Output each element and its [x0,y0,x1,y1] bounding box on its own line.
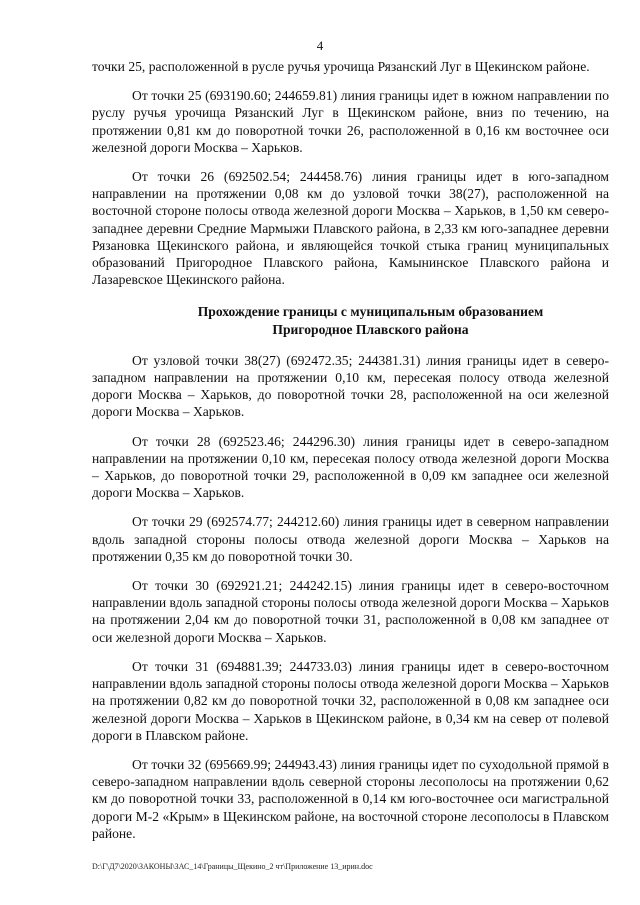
page-number: 4 [316,38,324,53]
paragraph-node-38: От узловой точки 38(27) (692472.35; 244381.31) линия границы идет в северо-западном направлении на протяжении 0,10 км, пересекая полосу отвода железной дороги Москва – Харьков, до поворотной точки 28, расположенной на оси железной дороги Москва – Харьков. [92,352,609,420]
paragraph-point-25: От точки 25 (693190.60; 244659.81) линия границы идет в южном направлении по руслу ручья урочища Рязанский Луг в Щекинском районе, вниз по течению, на протяжении 0,81 км до поворотной точки 26, расположенной в 0,16 км восточнее оси железной дороги Москва – Харьков. [92,88,609,155]
paragraph-point-28: От точки 28 (692523.46; 244296.30) линия границы идет в северо-западном направлении на протяжении 0,10 км, пересекая полосу отвода железной дороги Москва – Харьков, до поворотной точки 29, расположенной в 0,09 км западнее оси железной дороги Москва – Харьков. [92,433,609,501]
paragraph-point-29: От точки 29 (692574.77; 244212.60) линия границы идет в северном направлении вдоль западной стороны полосы отвода железной дороги Москва – Харьков на протяжении 0,35 км до поворотной точки 30. [92,514,609,564]
document-body [92,58,609,842]
paragraph-point-26: От точки 26 (692502.54; 244458.76) линия границы идет в юго-западном направлении на протяжении 0,08 км до узловой точки 38(27), расположенной на восточной стороне полосы отвода железной дороги Москва – Харьков, в 1,50 км северо-западнее деревни Средние Мармыжи Плавского района, в 2,33 км юго-западнее деревни Рязановка Щекинского района, и являющейся точкой стыка границ муниципальных образований Пригородное Плавского района, Камынинское Плавского района и Лазаревское Щекинского района. [92,169,609,288]
paragraph-continuation: точки 25, расположенной в русле ручья урочища Рязанский Луг в Щекинском районе. [92,59,590,74]
footer-file-path: D:\Г\Д7\2020\ЗАКОНЫ\ЗАС_14\Границы_Щекино_2 чт\Приложение 13_ирин.doc [92,862,373,871]
section-heading-line-1: Прохождение границы с муниципальным образованием [197,304,544,320]
section-heading-line-2: Пригородное Плавского района [272,321,469,337]
paragraph-point-30: От точки 30 (692921.21; 244242.15) линия границы идет в северо-восточном направлении вдоль западной стороны полосы отвода железной дороги Москва – Харьков на протяжении 2,04 км до поворотной точки 31, расположенной в 0,08 км западнее от оси железной дороги Москва – Харьков. [92,578,609,645]
paragraph-point-31: От точки 31 (694881.39; 244733.03) линия границы идет в северо-восточном направлении вдоль западной стороны полосы отвода железной дороги Москва – Харьков на протяжении 0,82 км до поворотной точки 32, расположенной в 0,08 км западнее оси железной дороги Москва – Харьков в Щекинском районе, в 0,34 км на север от полевой дороги в Плавском районе. [92,658,609,743]
section-heading [92,303,609,337]
paragraph-point-32: От точки 32 (695669.99; 244943.43) линия границы идет по суходольной прямой в северо-западном направлении вдоль северной стороны лесополосы на протяжении 0,62 км до поворотной точки 33, расположенной в 0,14 км юго-восточнее оси магистральной дороги М-2 «Крым» в Щекинском районе, на восточной стороне лесополосы в Плавском районе. [92,756,609,841]
